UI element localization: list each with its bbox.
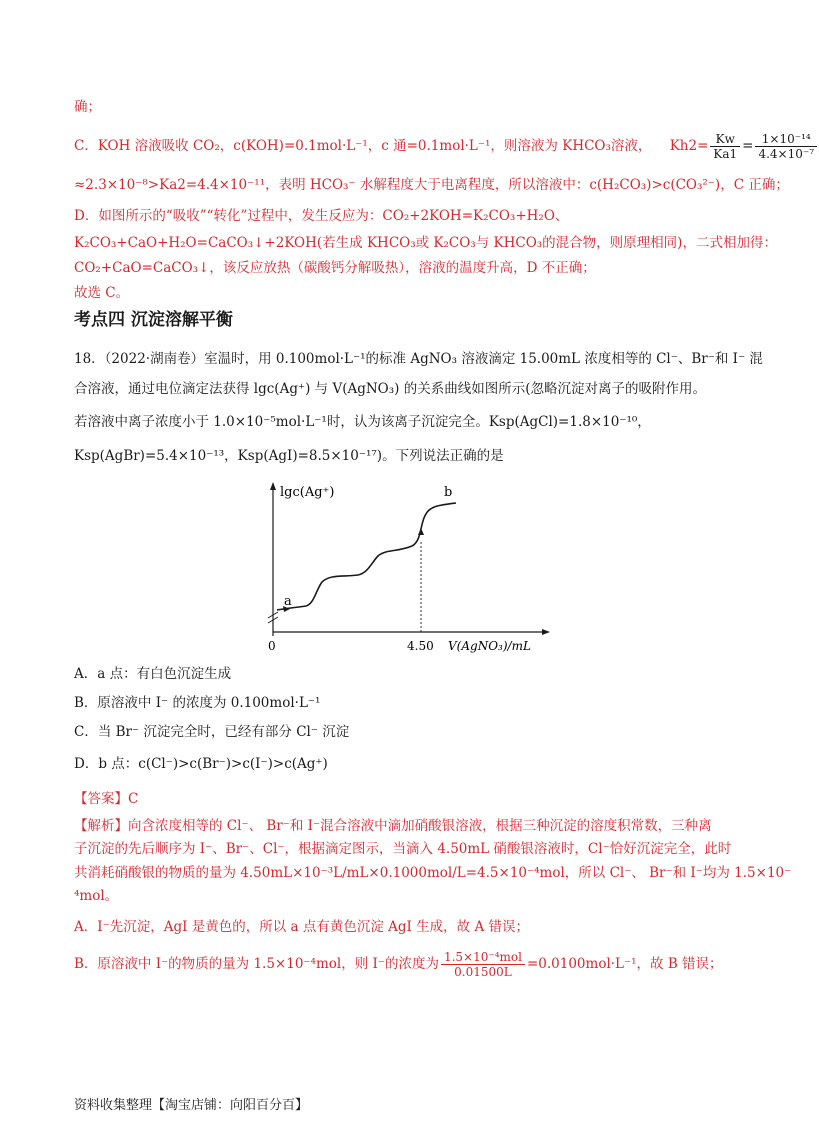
- x-axis-label: V(AgNO₃)/mL: [448, 639, 531, 653]
- section-heading: 考点四 沉淀溶解平衡: [74, 310, 233, 330]
- question-line: 合溶液，通过电位滴定法获得 lgc(Ag⁺) 与 V(AgNO₃) 的关系曲线如图所示(忽略沉淀对离子的吸附作用。: [74, 381, 706, 397]
- analysis-line: 【解析】向含浓度相等的 Cl⁻、 Br⁻和 I⁻混合溶液中滴加硝酸银溶液，根据三种沉淀的溶度积常数，三种离: [74, 818, 712, 834]
- page-footer: 资料收集整理【淘宝店铺：向阳百分百】: [74, 1098, 309, 1113]
- point-b-label: b: [444, 485, 453, 500]
- y-axis-label: lgc(Ag⁺): [280, 485, 335, 500]
- analysis-line: 共消耗硝酸银的物质的量为 4.50mL×10⁻³L/mL×0.1000mol/L=4.5×10⁻⁴mol，所以 Cl⁻、 Br⁻和 I⁻均为 1.5×10⁻: [74, 865, 792, 881]
- analysis-line: A．I⁻先沉淀，AgI 是黄色的，所以 a 点有黄色沉淀 AgI 生成，故 A 错误；: [74, 919, 529, 935]
- text-line: K₂CO₃+CaO+H₂O=CaCO₃↓+2KOH(若生成 KHCO₃或 K₂CO₃与 KHCO₃的混合物，则原理相同)，二式相加得：: [74, 235, 777, 251]
- analysis-line: 子沉淀的先后顺序为 I⁻、Br⁻、Cl⁻，根据滴定图示，当滴入 4.50mL 硝酸银溶液时，Cl⁻恰好沉淀完全，此时: [74, 841, 732, 857]
- fraction-numerator: 1×10⁻¹⁴: [755, 132, 817, 147]
- origin-label: 0: [268, 639, 276, 653]
- fraction-denominator: 4.4×10⁻⁷: [758, 147, 815, 161]
- option-b: B．原溶液中 I⁻ 的浓度为 0.100mol·L⁻¹: [74, 695, 321, 711]
- text-line: 故选 C。: [74, 285, 130, 301]
- fraction-numerator: Kw: [710, 132, 740, 147]
- text-line: 确；: [74, 99, 101, 115]
- text-line: D．如图所示的“吸收”“转化”过程中，发生反应为：CO₂+2KOH=K₂CO₃+H₂O、: [74, 208, 569, 224]
- option-c: C．当 Br⁻ 沉淀完全时，已经有部分 Cl⁻ 沉淀: [74, 724, 350, 740]
- x-axis-arrow: [542, 629, 550, 635]
- text-line: ≈2.3×10⁻⁸>Ka2=4.4×10⁻¹¹，表明 HCO₃⁻ 水解程度大于电离程度，所以溶液中：c(H₂CO₃)>c(CO₃²⁻)，C 正确；: [74, 177, 789, 193]
- point-a-label: a: [284, 594, 292, 609]
- text-segment: =0.0100mol·L⁻¹，故 B 错误；: [526, 956, 723, 972]
- text-line: CO₂+CaO=CaCO₃↓，该反应放热（碳酸钙分解吸热），溶液的温度升高，D 不正确；: [74, 260, 596, 276]
- text-segment: Kh2=: [669, 138, 709, 154]
- answer: 【答案】C: [74, 791, 139, 807]
- text-segment: B．原溶液中 I⁻的物质的量为 1.5×10⁻⁴mol，则 I⁻的浓度为: [74, 956, 439, 972]
- fraction: [755, 132, 817, 161]
- option-a: A．a 点：有白色沉淀生成: [74, 666, 232, 682]
- fraction-denominator: 0.01500L: [454, 965, 512, 979]
- analysis-line: ⁴mol。: [74, 888, 119, 904]
- fraction-numerator: 1.5×10⁻⁴mol: [441, 950, 525, 965]
- text-segment: C．KOH 溶液吸收 CO₂，c(KOH)=0.1mol·L⁻¹，c 通=0.1mol·L⁻¹，则溶液为 KHCO₃溶液，: [74, 138, 652, 154]
- option-d: D．b 点：c(Cl⁻)>c(Br⁻)>c(I⁻)>c(Ag⁺): [74, 756, 328, 772]
- question-line: 若溶液中离子浓度小于 1.0×10⁻⁵mol·L⁻¹时，认为该离子沉淀完全。Ksp(AgCl)=1.8×10⁻¹⁰，: [74, 414, 651, 430]
- question-line: Ksp(AgBr)=5.4×10⁻¹³，Ksp(AgI)=8.5×10⁻¹⁷)。下列说法正确的是: [74, 448, 504, 464]
- titration-chart: [240, 478, 560, 658]
- curve-arrow: [418, 528, 424, 535]
- fraction-denominator: Ka1: [713, 147, 738, 161]
- y-axis-arrow: [270, 482, 276, 490]
- analysis-line: [74, 950, 723, 979]
- fraction: [441, 950, 525, 979]
- x-tick-label: 4.50: [407, 639, 434, 653]
- fraction: [710, 132, 740, 161]
- titration-curve: [277, 503, 456, 610]
- question-line: 18．（2022·湖南卷）室温时，用 0.100mol·L⁻¹的标准 AgNO₃ 溶液滴定 15.00mL 浓度相等的 Cl⁻、Br⁻和 I⁻ 混: [74, 351, 763, 367]
- text-line: C．KOH 溶液吸收 CO₂，c(KOH)=0.1mol·L⁻¹，c 通=0.1mol·L⁻¹，则溶液为 KHCO₃溶液， Kh2= $\frac{Kw}{Ka1}$ = $\frac{\text{1×10⁻¹⁴}}{\text{4.4×10⁻⁷}}$: [74, 132, 819, 161]
